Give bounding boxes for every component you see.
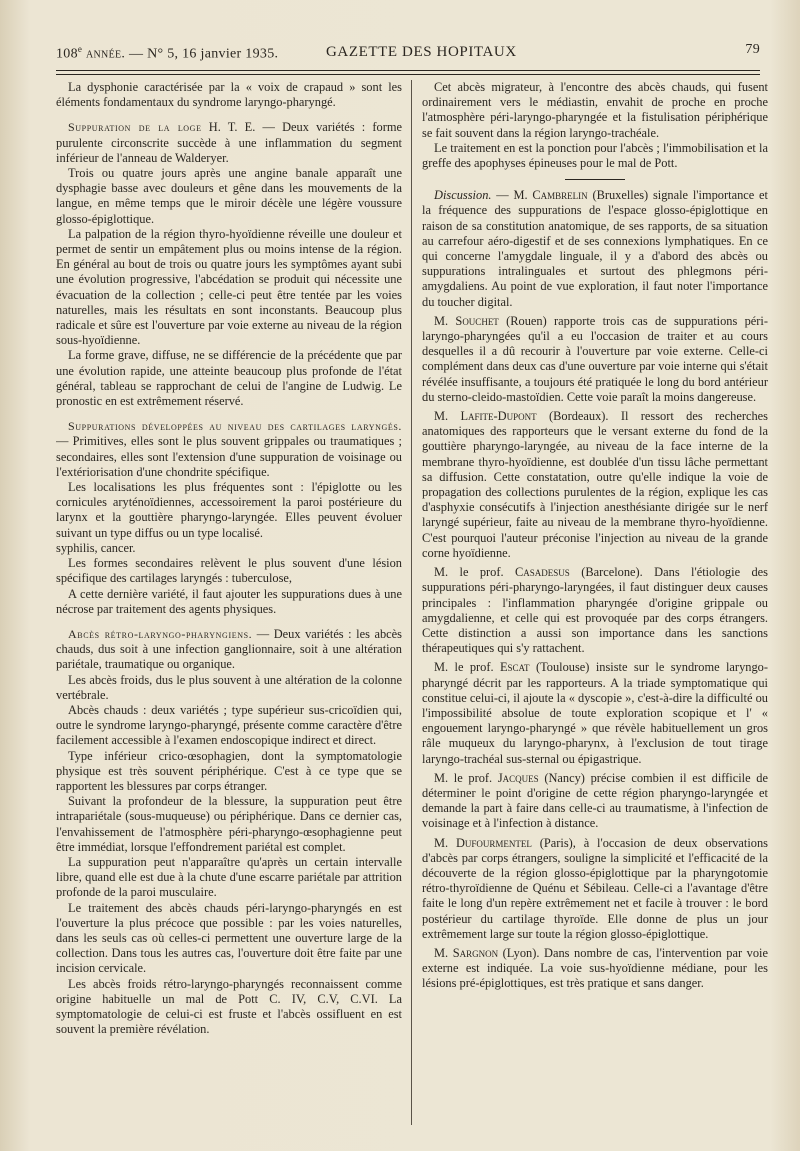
speaker-name: Escat — [499, 660, 530, 675]
paragraph: Suivant la profondeur de la blessure, la suppuration peut être intrapariétale (sous-muqueuse) ou périphérique. Dans ce dernier cas, l'envahissement de l'atmosphère péri-pharyngo-œsophagienne peut être immédiat, lorsque l'effondrement pariétal est complet. — [56, 794, 402, 854]
paragraph: Les abcès froids, dus le plus souvent à une altération de la colonne vertébrale. — [56, 672, 402, 702]
speaker-paragraph — [422, 565, 768, 656]
speaker-name: Souchet — [455, 313, 499, 328]
speaker-text: (Lyon). Dans nombre de cas, l'intervention par voie externe est indiquée. La voie sus-hyoïdienne médiane, pour les lésions pré-épiglottiques, est très pratique et sans danger. — [422, 945, 768, 991]
speaker-prefix: M. — [434, 409, 449, 424]
right-column — [422, 80, 768, 1130]
discussion-label: Discussion. — [434, 188, 492, 203]
speaker-text: (Nancy) précise combien il est difficile de déterminer le point d'origine de cette région pharyngo-laryngée et demande la part à faire dans celle-ci au traumatisme, à l'infection de voisinage et à l'infection à distance. — [422, 770, 768, 831]
header-rule-thin — [56, 74, 760, 75]
paragraph: Type inférieur crico-œsophagien, dont la symptomatologie physique est très souvent périphérique. C'est à ce type que se rapportent les blessures par corps étranger. — [56, 748, 402, 793]
page-number: 79 — [745, 42, 760, 57]
speaker-text: (Bruxelles) signale l'importance et la fréquence des suppurations de l'espace glosso-épiglottique en raison de sa constitution anatomique, de ses rapports, de sa situation au carrefour aéro-digestif et de ses connexions lymphatiques. En ce qui concerne l'amygdale linguale, il y a d'abord des abcès ou suppurations intralinguales et surtout des phlegmons péri-amygdaliens. Au point de vue exploration, il faut noter l'importance du toucher digital. — [422, 188, 768, 309]
issue-year-label: année. — [86, 46, 126, 62]
speaker-prefix: M. le prof. — [434, 565, 504, 580]
issue-number-suffix: e — [77, 44, 83, 54]
speaker-paragraph — [422, 409, 768, 561]
speaker-name: Sargnon — [452, 945, 499, 960]
speaker-name: Lafite-Dupont — [460, 409, 537, 424]
paragraph: Cet abcès migrateur, à l'encontre des abcès chauds, qui fusent ordinairement vers le médiastin, envahit de proche en proche l'atmosphère péri-laryngo-pharyngée et la fistulisation périphérique se fait souvent dans la région laryngo-trachéale. — [422, 80, 768, 140]
paragraph: A cette dernière variété, il faut ajouter les suppurations dues à une nécrose par traitement des agents physiques. — [56, 586, 402, 616]
speaker-prefix: M. le prof. — [434, 660, 494, 675]
speaker-prefix: M. — [434, 945, 449, 960]
speaker-prefix: — M. — [496, 188, 528, 203]
paragraph: Trois ou quatre jours après une angine banale apparaît une dysphagie basse avec douleurs et gêne dans les mouvements de la langue, en même temps que le miroir décèle une légère voussure glosso-épiglottique. — [56, 166, 402, 226]
paragraph: Le traitement des abcès chauds péri-laryngo-pharyngés en est l'ouverture la plus précoce que possible : par les voies naturelles, dans les seuls cas où celles-ci permettent une ouverture large de la collection. Dans tous les autres cas, l'ouverture doit être faite par une incision cervicale. — [56, 900, 402, 976]
speaker-name: Casadesus — [515, 565, 570, 580]
paragraph: Les localisations les plus fréquentes sont : l'épiglotte ou les cornicules aryténoïdiennes, accessoirement la paroi postérieure du larynx et la gouttière pharyngo-laryngée. Elles peuvent évoluer suivant un type diffus ou un type localisé. — [56, 480, 402, 540]
speaker-paragraph — [422, 946, 768, 992]
paragraph: Les formes secondaires relèvent le plus souvent d'une lésion spécifique des cartilages laryngés : tuberculose, — [56, 556, 402, 586]
header-rule — [56, 70, 760, 71]
journal-title: GAZETTE DES HOPITAUX — [326, 44, 517, 60]
speaker-text: (Barcelone). Dans l'étiologie des suppurations péri-pharyngo-laryngées, il faut distinguer deux causes principales : l'inflammation pharyngée d'origine grippale ou amygdalienne, et celle qui est provoquée par des corps étrangers. Cette distinction a aussi son importance dans les sanctions thérapeutiques qui s'y rattachent. — [422, 565, 768, 656]
speaker-paragraph — [422, 314, 768, 405]
speaker-name: Jacques — [497, 770, 539, 785]
section-separator — [565, 179, 625, 180]
paragraph: La dysphonie caractérisée par la « voix de crapaud » sont les éléments fondamentaux du syndrome laryngo-pharyngé. — [56, 80, 402, 110]
speaker-paragraph — [422, 660, 768, 766]
speaker-paragraph — [422, 771, 768, 832]
speaker-paragraph — [422, 836, 768, 942]
speaker-text: (Paris), à l'occasion de deux observations d'abcès par corps étrangers, souligne la simplicité et l'efficacité de la découverte de la région glosso-épiglottique par la pharyngotomie rétro-thyroïdienne de Quénu et Sébileau. Celle-ci a l'avantage d'être faite le long d'un repère extrêmement net et facile à trouver : le bord postérieur du cartilage thyroïde. Elle donne de plus un jour extrêmement large sur toute la région glosso-épiglottique. — [422, 835, 768, 941]
section-retro — [56, 627, 402, 673]
section-text: H. T. E. — Deux variétés : forme purulente circonscrite succède à une inflammation du segment inférieur de l'anneau de Walderyer. — [56, 120, 402, 165]
issue-info — [56, 44, 278, 63]
discussion-paragraph — [422, 188, 768, 310]
section-text: — Primitives, elles sont le plus souvent grippales ou traumatiques ; secondaires, elles sont l'extension d'une suppuration de voisinage ou l'extériorisation d'une chondrite spécifique. — [56, 434, 402, 479]
left-column — [56, 80, 402, 1130]
section-text: — Deux variétés : les abcès chauds, dus soit à une infection ganglionnaire, soit à une altération pariétale, traumatique ou organique. — [56, 626, 402, 672]
section-heading: Suppurations développées au niveau des cartilages laryngés. — [68, 419, 402, 434]
column-divider — [411, 80, 412, 1125]
paragraph: Le traitement en est la ponction pour l'abcès ; l'immobilisation et la greffe des apophyses épineuses pour le mal de Pott. — [422, 140, 768, 171]
paragraph: La forme grave, diffuse, ne se différencie de la précédente que par une évolution rapide, une atteinte beaucoup plus profonde de l'état général, tableau se rapprochant de celui de l'angine de Ludwig. Le pronostic en est extrêmement réservé. — [56, 348, 402, 409]
speaker-text: (Rouen) rapporte trois cas de suppurations péri-laryngo-pharyngées qu'il a eu l'occasion de traiter et au cours desquelles il a dû recourir à l'ouverture par voie externe. Celle-ci complément dans deux cas d'une ouverture par voie interne qui s'était révélée insuffisante, a toujours été pratiquée le long du bord antérieur du sterno-cleido-mastoïdien. Cette voie paraît la moins dangereuse. — [422, 313, 768, 404]
speaker-prefix: M. — [434, 835, 449, 850]
speaker-prefix: M. — [434, 313, 449, 328]
speaker-prefix: M. le prof. — [434, 770, 493, 785]
paragraph: Les abcès froids rétro-laryngo-pharyngés reconnaissent comme origine habituelle un mal de Pott C. IV, C.V, C.VI. La symptomatologie de celui-ci est fruste et l'abcès ossifluent en est souvent la première révélation. — [56, 976, 402, 1037]
speaker-name: Cambrelin — [532, 188, 588, 203]
running-header — [56, 40, 760, 72]
section-cartilages — [56, 419, 402, 480]
paragraph: La palpation de la région thyro-hyoïdienne réveille une douleur et permet de sentir un empâtement plus ou moins intense de la région. En général au bout de trois ou quatre jours les symptômes ayant subi une évolution progressive, l'abcédation se produit qui nécessite une évacuation de la collection ; celle-ci peut être tentée par les voies naturelles, mais les résultats en sont inconstants. Beaucoup plus radicale et sûre est l'ouverture par voie externe au niveau de la région sous-hyoïdienne. — [56, 226, 402, 348]
section-heading: Suppuration de la loge — [68, 120, 202, 135]
speaker-text: (Toulouse) insiste sur le syndrome laryngo-pharyngé décrit par les rapporteurs. A la triade symptomatique qui constitue celui-ci, il ajoute la « dyscopie », c'est-à-dire la difficulté ou l'impossibilité absolue de toute exploration scopique et l' « engouement laryngo-pharyngé » que révèle habituellement un gros râle muqueux du laryngo-pharynx, à l'exclusion de tout tirage laryngo-trachéal sus-sternal ou épigastrique. — [422, 660, 768, 766]
speaker-name: Dufourmentel — [455, 835, 532, 850]
issue-date: — N° 5, 16 janvier 1935. — [129, 46, 279, 62]
speaker-text: (Bordeaux). Il ressort des recherches anatomiques des rapporteurs que le versant externe du fond de la gouttière pharyngo-laryngée, au niveau de la face interne de la membrane thyro-hyoïdienne, est doublée d'un tissu lâche permettant sa diffusion. Cette constatation, outre qu'elle indique la voie de propagation des collections purulentes de la région, explique les cas d'asphyxie consécutifs à l'injection anesthésiante dirigée sur le nerf laryngé supérieur, faite au niveau de la membrane thyro-hyoïdienne. C'est pourquoi l'auteur préconise l'injection au niveau de la grande corne hyoïdienne. — [422, 409, 768, 560]
section-loge — [56, 120, 402, 166]
paragraph: La suppuration peut n'apparaître qu'après un certain intervalle libre, quand elle est due à la chute d'une escarre pariétale par attrition profonde de la paroi musculaire. — [56, 854, 402, 900]
section-heading: Abcès rétro-laryngo-pharyngiens. — [68, 626, 253, 641]
paragraph: Abcès chauds : deux variétés ; type supérieur sus-cricoïdien qui, outre le syndrome laryngo-pharyngé, présente comme caractère d'être facilement accessible à l'examen endoscopique indirect et direct. — [56, 702, 402, 748]
paragraph: syphilis, cancer. — [56, 540, 136, 555]
issue-number: 108 — [56, 46, 78, 62]
